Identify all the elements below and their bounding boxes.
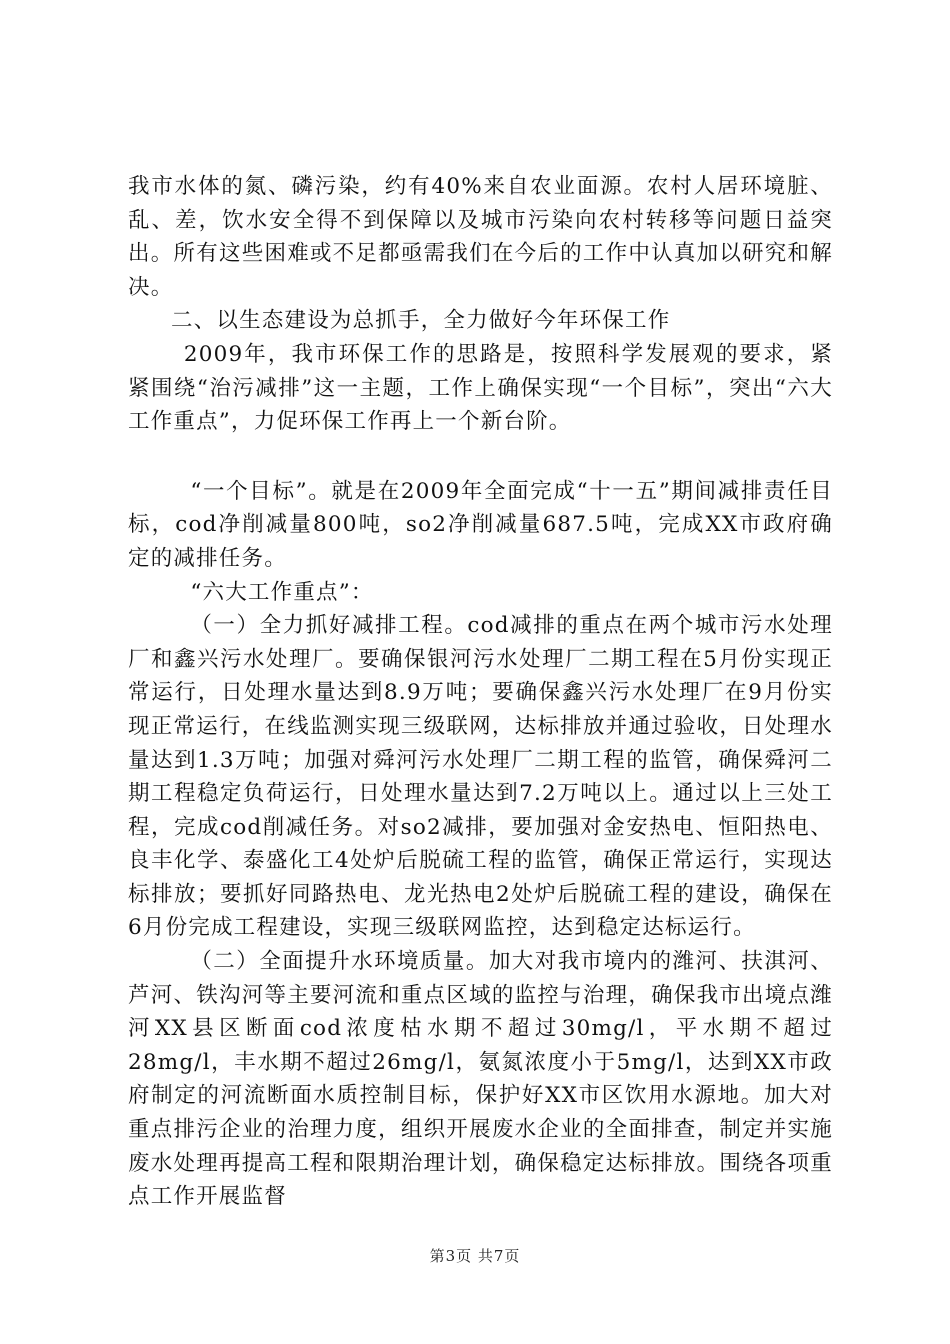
document-body [128,170,833,1214]
page-footer: 第3页 共7页 [429,1247,521,1265]
paragraph-one-target: “一个目标”。就是在2009年全面完成“十一五”期间减排责任目标，cod净削减量800吨，so2净削减量687.5吨，完成XX市政府确定的减排任务。 [128,478,833,571]
paragraph-six-priorities-heading: “六大工作重点”： [190,579,374,605]
paragraph-gap [128,439,833,475]
paragraph-rural-pollution: 我市水体的氮、磷污染，约有40%来自农业面源。农村人居环境脏、乱、差，饮水安全得不到保障以及城市污染向农村转移等问题日益突出。所有这些困难或不足都亟需我们在今后的工作中认真加以研究和解决。 [128,174,833,300]
paragraph-priority-two-water-quality: （二）全面提升水环境质量。加大对我市境内的潍河、扶淇河、芦河、铁沟河等主要河流和重点区域的监控与治理，确保我市出境点潍河XX县区断面cod浓度枯水期不超过30mg/l，平水期不超过28mg/l，丰水期不超过26mg/l，氨氮浓度小于5mg/l，达到XX市政府制定的河流断面水质控制目标，保护好XX市区饮用水源地。加大对重点排污企业的治理力度，组织开展废水企业的全面排查，制定并实施废水处理再提高工程和限期治理计划，确保稳定达标排放。围绕各项重点工作开展监督 [128,949,833,1210]
paragraph-priority-one-emission-reduction: （一）全力抓好减排工程。cod减排的重点在两个城市污水处理厂和鑫兴污水处理厂。要确保银河污水处理厂二期工程在5月份实现正常运行，日处理水量达到8.9万吨；要确保鑫兴污水处理厂在9月份实现正常运行，在线监测实现三级联网，达标排放并通过验收，日处理水量达到1.3万吨；加强对舜河污水处理厂二期工程的监管，确保舜河二期工程稳定负荷运行，日处理水量达到7.2万吨以上。通过以上三处工程，完成cod削减任务。对so2减排，要加强对金安热电、恒阳热电、良丰化学、泰盛化工4处炉后脱硫工程的监管，确保正常运行，实现达标排放；要抓好同路热电、龙光热电2处炉后脱硫工程的建设，确保在6月份完成工程建设，实现三级联网监控，达到稳定达标运行。 [128,613,833,941]
section-heading-ecological-construction: 二、以生态建设为总抓手，全力做好今年环保工作 [171,308,671,334]
paragraph-work-approach-2009: 2009年，我市环保工作的思路是，按照科学发展观的要求，紧紧围绕“治污减排”这一主题，工作上确保实现“一个目标”，突出“六大工作重点”，力促环保工作再上一个新台阶。 [128,341,833,435]
